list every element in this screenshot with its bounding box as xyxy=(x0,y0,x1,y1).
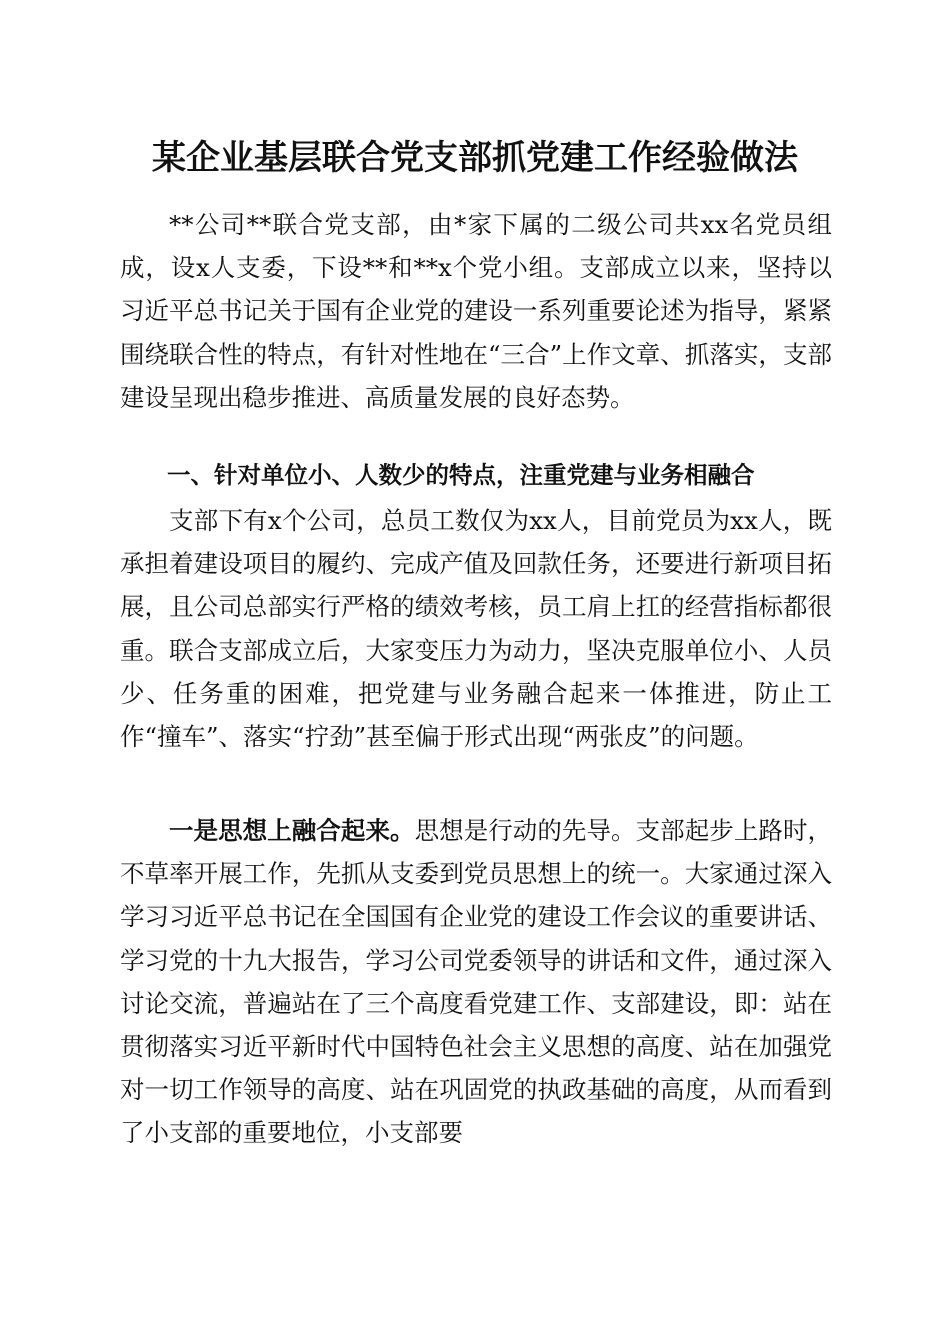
paragraph-body-text: 思想是行动的先导。支部起步上路时，不草率开展工作，先抓从支委到党员思想上的统一。大家通过深入学习习近平总书记在全国国有企业党的建设工作会议的重要讲话、学习党的十九大报告，学习公司党委领导的讲话和文件，通过深入讨论交流，普遍站在了三个高度看党建工作、支部建设，即：站在贯彻落实习近平新时代中国特色社会主义思想的高度、站在加强党对一切工作领导的高度、站在巩固党的执政基础的高度，从而看到了小支部的重要地位，小支部要 xyxy=(120,816,832,1148)
paragraph-thought-integration xyxy=(120,809,832,1155)
section-heading-1: 一、针对单位小、人数少的特点，注重党建与业务相融合 xyxy=(167,461,755,489)
paragraph-lead-phrase: 一是思想上融合起来。 xyxy=(169,816,415,845)
document-title: 某企业基层联合党支部抓党建工作经验做法 xyxy=(152,138,798,178)
paragraph-intro: **公司**联合党支部，由*家下属的二级公司共xx名党员组成，设x人支委，下设**和**x个党小组。支部成立以来，坚持以习近平总书记关于国有企业党的建设一系列重要论述为指导，紧紧围绕联合性的特点，有针对性地在“三合”上作文章、抓落实，支部建设呈现出稳步推进、高质量发展的良好态势。 xyxy=(120,210,832,412)
paragraph-section-1: 支部下有x个公司，总员工数仅为xx人，目前党员为xx人，既承担着建设项目的履约、完成产值及回款任务，还要进行新项目拓展，且公司总部实行严格的绩效考核，员工肩上扛的经营指标都很重。联合支部成立后，大家变压力为动力，坚决克服单位小、人员少、任务重的困难，把党建与业务融合起来一体推进，防止工作“撞车”、落实“拧劲”甚至偏于形式出现“两张皮”的问题。 xyxy=(120,506,832,752)
